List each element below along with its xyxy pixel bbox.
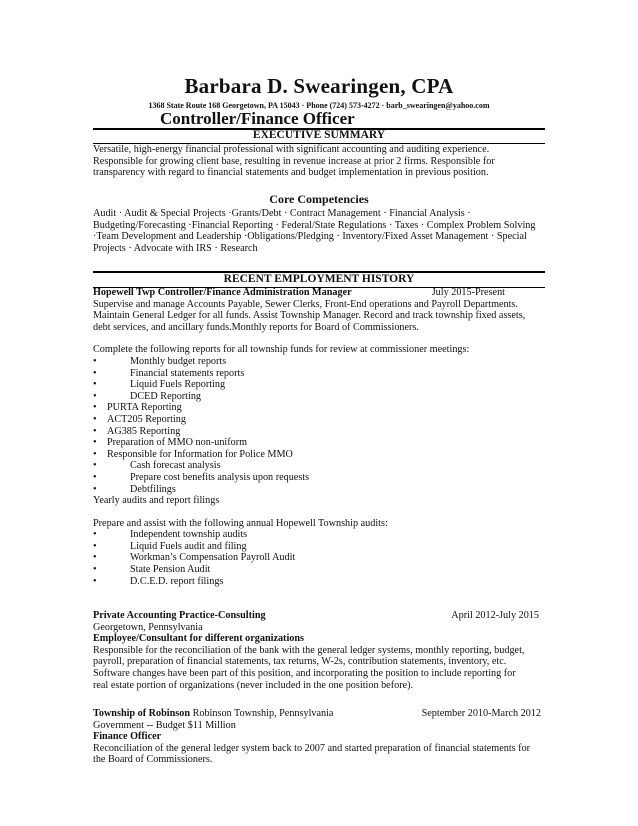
- bullet-text: Preparation of MMO non-uniform: [107, 437, 248, 449]
- audits-bullet-list: [93, 529, 545, 587]
- bullet-item: [93, 356, 545, 368]
- job-location: Georgetown, Pennsylvania: [93, 621, 203, 633]
- bullet-text: Financial statements reports: [130, 367, 245, 379]
- reports-intro: Complete the following reports for all township funds for review at commissioner meetings:: [93, 344, 470, 356]
- bullet-icon: •: [93, 379, 97, 391]
- bullet-text: D.C.E.D. report filings: [130, 575, 224, 587]
- bullet-text: Cash forecast analysis: [130, 460, 221, 472]
- bullet-icon: •: [93, 448, 97, 460]
- bullet-text: Liquid Fuels audit and filing: [130, 540, 247, 552]
- competency-line: Audit · Audit & Special Projects ·Grants/Debt · Contract Management · Financial Analysis ·: [93, 208, 471, 219]
- bullet-icon: •: [93, 552, 97, 564]
- job-dates: April 2012-July 2015: [451, 610, 539, 621]
- job-robinson: [93, 708, 545, 766]
- job-role: Finance Officer: [93, 731, 162, 743]
- employer-name: Township of Robinson: [93, 708, 191, 719]
- job-title: [93, 708, 333, 720]
- bullet-icon: •: [93, 564, 97, 576]
- bullet-item: [93, 564, 545, 576]
- bullet-text: State Pension Audit: [130, 564, 211, 576]
- bullet-icon: •: [93, 575, 97, 587]
- executive-summary-text: [93, 144, 545, 179]
- bullet-text: DCED Reporting: [130, 390, 202, 402]
- audits-intro: Prepare and assist with the following annual Hopewell Township audits:: [93, 517, 388, 529]
- job-description: [93, 645, 545, 691]
- summary-line: transparency with regard to financial statements and budget implementation in previous position.: [93, 167, 489, 179]
- bullet-item: [93, 449, 545, 461]
- bullet-icon: •: [93, 483, 97, 495]
- bullet-text: Responsible for Information for Police MMO: [107, 448, 293, 460]
- job-title: Private Accounting Practice-Consulting: [93, 610, 266, 621]
- job-description-line: payroll, preparation of financial statements, tax returns, W-2s, contribution statements, inventory, etc.: [93, 656, 507, 668]
- core-competencies-heading: Core Competencies: [269, 192, 369, 206]
- bullet-text: Workman’s Compensation Payroll Audit: [130, 552, 296, 564]
- job-subtitle: Government -- Budget $11 Million: [93, 719, 236, 731]
- job-header: [93, 610, 545, 622]
- employer-location: Robinson Township, Pennsylvania: [190, 708, 334, 719]
- contact-line: 1368 State Route 168 Georgetown, PA 15043 · Phone (724) 573-4272 · barb_swearingen@yahoo.com: [148, 101, 490, 110]
- bullet-item: [93, 391, 545, 403]
- bullet-item: [93, 426, 545, 438]
- competency-line: Projects · Advocate with IRS · Research: [93, 242, 258, 254]
- bullet-icon: •: [93, 437, 97, 449]
- candidate-name: Barbara D. Swearingen, CPA: [184, 74, 454, 98]
- summary-line: Versatile, high-energy financial professional with significant accounting and auditing experience.: [93, 144, 490, 155]
- bullet-item: [93, 576, 545, 588]
- bullet-icon: •: [93, 390, 97, 402]
- job-description-line: the Board of Commissioners.: [93, 754, 213, 766]
- job-description-line: Responsible for the reconciliation of the bank with the general ledger systems, monthly reporting, budget,: [93, 644, 525, 656]
- bullet-text: AG385 Reporting: [107, 425, 181, 437]
- job-role: Employee/Consultant for different organizations: [93, 633, 305, 645]
- bullet-icon: •: [93, 460, 97, 472]
- bullet-item: [93, 414, 545, 426]
- bullet-icon: •: [93, 471, 97, 483]
- reports-bullet-list: [93, 356, 545, 495]
- job-private-practice: [93, 610, 545, 691]
- bullet-item: [93, 460, 545, 472]
- job-header: [93, 708, 545, 720]
- job-title-heading: Controller/Finance Officer: [160, 109, 355, 128]
- bullet-text: Debtfilings: [130, 483, 176, 495]
- job-description-line: debt services, and ancillary funds.Monthly reports for Board of Commissioners.: [93, 321, 419, 333]
- job-description-line: Software changes have been part of this position, and incorporating the position to include reporting for: [93, 667, 516, 679]
- job-description-line: Reconciliation of the general ledger system back to 2007 and started preparation of financial statements for: [93, 742, 531, 754]
- competency-line: Budgeting/Forecasting ·Financial Reporting · Federal/State Regulations · Taxes · Complex Problem Solving: [93, 219, 536, 231]
- employment-history-heading: RECENT EMPLOYMENT HISTORY: [223, 273, 415, 285]
- job-dates: July 2015-Present: [431, 287, 505, 298]
- bullet-text: PURTA Reporting: [107, 402, 182, 414]
- bullet-item: [93, 368, 545, 380]
- bullet-item: [93, 437, 545, 449]
- core-competencies-list: [93, 208, 545, 254]
- bullet-text: ACT205 Reporting: [107, 413, 186, 425]
- competency-line: ·Team Development and Leadership ·Obligations/Pledging · Inventory/Fixed Asset Management · Special: [93, 231, 527, 243]
- summary-line: Responsible for growing client base, resulting in revenue increase at prior 2 firms. Responsible for: [93, 155, 495, 167]
- yearly-audits-line: Yearly audits and report filings: [93, 495, 220, 507]
- job-hopewell: [93, 287, 545, 587]
- job-description-line: Maintain General Ledger for all funds. Assist Township Manager. Record and track township fixed assets,: [93, 310, 526, 322]
- job-description-line: real estate portion of organizations (never included in the one position before).: [93, 679, 414, 691]
- bullet-text: Independent township audits: [130, 529, 248, 541]
- bullet-icon: •: [93, 540, 97, 552]
- bullet-item: [93, 402, 545, 414]
- job-header: [93, 287, 545, 299]
- bullet-item: [93, 529, 545, 541]
- bullet-icon: •: [93, 402, 97, 414]
- bullet-icon: •: [93, 529, 97, 541]
- job-description-line: Supervise and manage Accounts Payable, Sewer Clerks, Front-End operations and Payroll Departments.: [93, 298, 518, 310]
- bullet-icon: •: [93, 413, 97, 425]
- bullet-item: [93, 541, 545, 553]
- job-dates: September 2010-March 2012: [421, 708, 541, 719]
- job-title: Hopewell Twp Controller/Finance Administration Manager: [93, 287, 352, 298]
- bullet-item: [93, 484, 545, 496]
- bullet-icon: •: [93, 367, 97, 379]
- bullet-item: [93, 472, 545, 484]
- bullet-item: [93, 552, 545, 564]
- bullet-text: Prepare cost benefits analysis upon requests: [130, 471, 310, 483]
- bullet-text: Liquid Fuels Reporting: [130, 379, 226, 391]
- executive-summary-heading: EXECUTIVE SUMMARY: [252, 129, 386, 141]
- bullet-text: Monthly budget reports: [130, 355, 227, 367]
- bullet-icon: •: [93, 425, 97, 437]
- bullet-item: [93, 379, 545, 391]
- bullet-icon: •: [93, 355, 97, 367]
